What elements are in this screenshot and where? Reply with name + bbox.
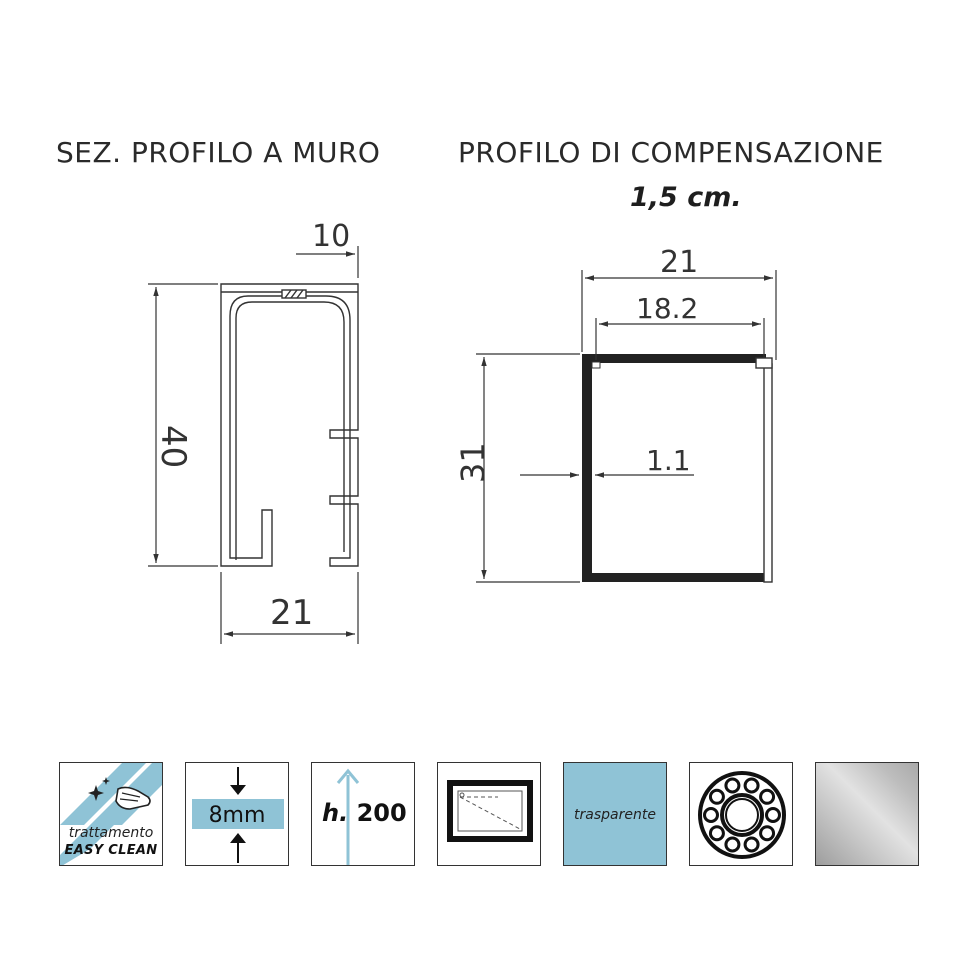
easy-clean-tile bbox=[59, 762, 163, 866]
bearing-wheel-icon bbox=[690, 763, 793, 866]
dim-height-31: 31 bbox=[454, 442, 492, 483]
bearing-ball bbox=[710, 790, 723, 803]
bearing-ball bbox=[705, 809, 718, 822]
height-value: 200 bbox=[356, 799, 407, 827]
bearing-ball bbox=[710, 827, 723, 840]
dim-width-21-left: 21 bbox=[270, 593, 314, 633]
transparent-glass-tile bbox=[563, 762, 667, 866]
dim-wall-1-1: 1.1 bbox=[646, 444, 691, 477]
height-prefix: h. bbox=[322, 799, 349, 827]
bearing-ball bbox=[767, 809, 780, 822]
bearing-ball bbox=[761, 827, 774, 840]
wall-profile-section bbox=[221, 284, 358, 566]
bearing-ball bbox=[745, 779, 758, 792]
dim-outer-width-21: 21 bbox=[660, 245, 699, 280]
height-tile bbox=[311, 762, 415, 866]
dim-inner-width-18-2: 18.2 bbox=[636, 292, 699, 325]
bearing-tile bbox=[689, 762, 793, 866]
bearing-ball bbox=[745, 838, 758, 851]
easy-clean-line1: trattamento bbox=[68, 825, 154, 841]
dim-top-10: 10 bbox=[312, 219, 351, 254]
dim-height-40: 40 bbox=[153, 425, 193, 469]
wall-profile-outline bbox=[221, 284, 358, 566]
thickness-label: 8mm bbox=[208, 803, 266, 828]
brushed-steel-icon bbox=[816, 763, 919, 866]
bearing-ball bbox=[726, 838, 739, 851]
bearing-ball bbox=[761, 790, 774, 803]
bearing-ball bbox=[726, 779, 739, 792]
bearing-balls bbox=[705, 779, 780, 851]
right-section-subtitle: 1,5 cm. bbox=[630, 182, 742, 213]
glass-panel-icon bbox=[438, 763, 541, 866]
easy-clean-line2: EASY CLEAN bbox=[64, 843, 158, 858]
height-label bbox=[322, 799, 415, 827]
transparent-label: trasparente bbox=[574, 807, 656, 823]
right-section-title: PROFILO DI COMPENSAZIONE bbox=[458, 136, 884, 169]
brushed-steel-tile bbox=[815, 762, 919, 866]
left-section-title: SEZ. PROFILO A MURO bbox=[56, 136, 381, 169]
glass-thickness-tile bbox=[185, 762, 289, 866]
glass-panel-tile bbox=[437, 762, 541, 866]
